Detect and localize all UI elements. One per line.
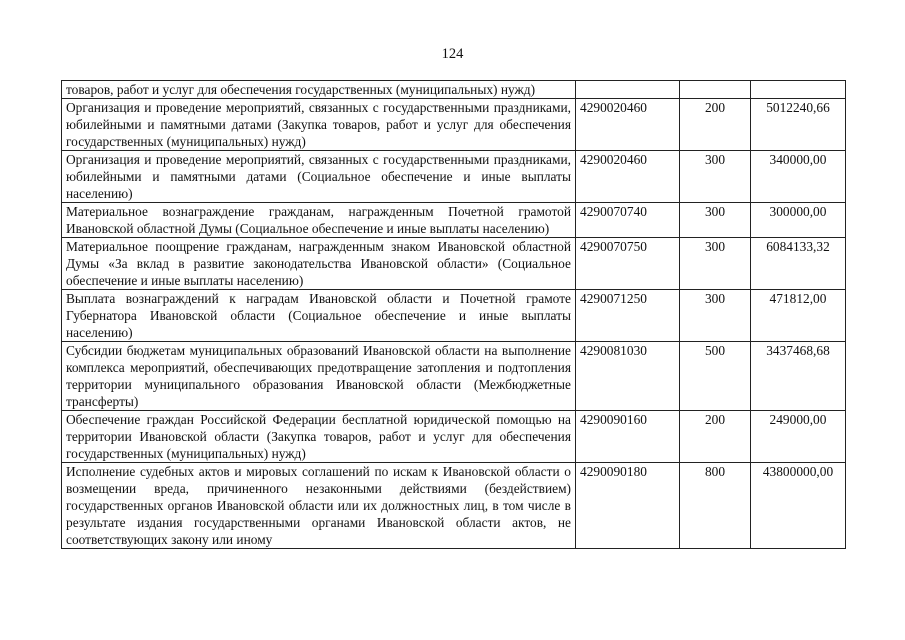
row-sum (751, 81, 846, 99)
row-sum: 3437468,68 (751, 342, 846, 411)
row-description: Организация и проведение мероприятий, связанных с государственными праздниками, юбилейными и памятными датами (Закупка товаров, работ и услуг для обеспечения государственных (муниципальных) нужд) (62, 99, 576, 151)
row-sum: 340000,00 (751, 151, 846, 203)
row-description: Выплата вознаграждений к наградам Ивановской области и Почетной грамоте Губернатора Ивановской области (Социальное обеспечение и иные выплаты населению) (62, 290, 576, 342)
table-row (62, 81, 846, 99)
row-code: 4290090180 (576, 463, 680, 549)
table-row (62, 463, 846, 549)
row-code: 4290020460 (576, 151, 680, 203)
table-row (62, 99, 846, 151)
row-sum: 471812,00 (751, 290, 846, 342)
row-sum: 6084133,32 (751, 238, 846, 290)
row-expense-type: 300 (680, 238, 751, 290)
table-row (62, 342, 846, 411)
row-sum: 43800000,00 (751, 463, 846, 549)
table-row (62, 411, 846, 463)
row-expense-type (680, 81, 751, 99)
row-code: 4290090160 (576, 411, 680, 463)
row-description: Организация и проведение мероприятий, связанных с государственными праздниками, юбилейными и памятными датами (Социальное обеспечение и иные выплаты населению) (62, 151, 576, 203)
row-sum: 5012240,66 (751, 99, 846, 151)
row-code: 4290071250 (576, 290, 680, 342)
table-row (62, 151, 846, 203)
row-expense-type: 300 (680, 151, 751, 203)
row-code: 4290020460 (576, 99, 680, 151)
row-code: 4290070750 (576, 238, 680, 290)
row-description: Исполнение судебных актов и мировых соглашений по искам к Ивановской области о возмещении вреда, причиненного незаконными действиями (бездействием) государственных органов Ивановской области или их должностных лиц, в том числе в результате издания государственными органами Ивановской области актов, не соответствующих закону или иному (62, 463, 576, 549)
row-description: Субсидии бюджетам муниципальных образований Ивановской области на выполнение комплекса мероприятий, обеспечивающих предотвращение затопления и подтопления территории муниципального образования Ивановской области (Межбюджетные трансферты) (62, 342, 576, 411)
row-code (576, 81, 680, 99)
table-row (62, 290, 846, 342)
row-description: Материальное поощрение гражданам, награжденным знаком Ивановской областной Думы «За вклад в развитие законодательства Ивановской области» (Социальное обеспечение и иные выплаты населению) (62, 238, 576, 290)
row-description: Материальное вознаграждение гражданам, награжденным Почетной грамотой Ивановской областной Думы (Социальное обеспечение и иные выплаты населению) (62, 203, 576, 238)
budget-table (61, 80, 846, 549)
row-code: 4290081030 (576, 342, 680, 411)
row-expense-type: 500 (680, 342, 751, 411)
row-sum: 300000,00 (751, 203, 846, 238)
page-number: 124 (441, 46, 464, 62)
row-expense-type: 200 (680, 99, 751, 151)
row-expense-type: 300 (680, 203, 751, 238)
row-expense-type: 800 (680, 463, 751, 549)
table-row (62, 238, 846, 290)
row-code: 4290070740 (576, 203, 680, 238)
row-expense-type: 300 (680, 290, 751, 342)
row-expense-type: 200 (680, 411, 751, 463)
row-description: товаров, работ и услуг для обеспечения государственных (муниципальных) нужд) (62, 81, 576, 99)
row-description: Обеспечение граждан Российской Федерации бесплатной юридической помощью на территории Ивановской области (Закупка товаров, работ и услуг для обеспечения государственных (муниципальных) нужд) (62, 411, 576, 463)
row-sum: 249000,00 (751, 411, 846, 463)
table-row (62, 203, 846, 238)
